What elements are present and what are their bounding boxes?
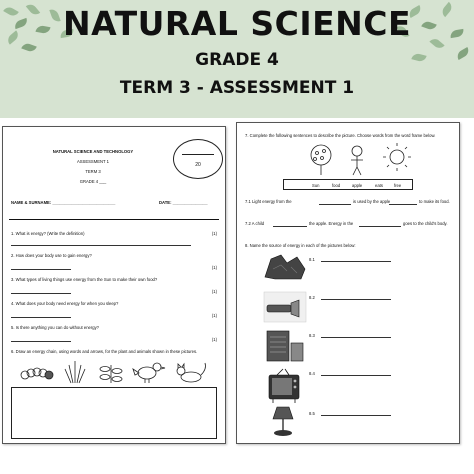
question-6 [11, 349, 197, 354]
question-1 [11, 231, 85, 236]
sentence-part: Light energy from the [252, 199, 292, 204]
question-text: What does your body need energy for when you sleep? [15, 301, 119, 306]
question-number: 5. [11, 325, 15, 330]
worksheet-page-1 [2, 126, 226, 444]
energy-chain-answer-box[interactable] [11, 387, 217, 439]
assessment-label: ASSESSMENT 1 [76, 159, 110, 164]
question-5 [11, 325, 99, 330]
word-option: apple [352, 183, 363, 188]
plant-icon [100, 365, 122, 383]
question-number: 2. [11, 253, 15, 258]
date-label: DATE: _______________ [159, 200, 208, 205]
answer-line[interactable] [321, 337, 391, 338]
apple-tree-icon [311, 145, 331, 175]
sentence-part: the apple. Energy in the [309, 221, 354, 226]
word-option: food [332, 183, 341, 188]
score-line [182, 154, 214, 155]
source-label: 8.3 [309, 333, 315, 338]
question-number: 7.1 [245, 199, 251, 204]
question-text: Draw an energy chain, using words and arrows, for the plant and animals shown in these pictures. [15, 349, 198, 354]
question-number: 7.2 [245, 221, 251, 226]
answer-line[interactable] [11, 293, 71, 294]
name-label: NAME & SURNAME: ___________________________ [11, 200, 116, 205]
question-number: 8. [245, 243, 249, 248]
sun-icon [383, 143, 411, 171]
word-frame [283, 179, 413, 190]
question-number: 3. [11, 277, 15, 282]
question-2 [11, 253, 92, 258]
question-7-2 [245, 221, 264, 226]
question-marks: (1) [211, 289, 217, 294]
word-option: eats [375, 183, 383, 188]
grade-label: GRADE 4 ___ [79, 179, 107, 184]
sentence-part: to make its food. [419, 199, 450, 204]
question-number: 4. [11, 301, 15, 306]
answer-blank[interactable] [319, 204, 351, 205]
television-icon [263, 367, 307, 405]
question-number: 6. [11, 349, 15, 354]
question-7-1 [245, 199, 292, 204]
bird-icon [133, 363, 165, 383]
question-number: 7. [245, 133, 249, 138]
caterpillar-icon [21, 368, 53, 379]
score-circle [173, 139, 223, 179]
grade-heading: GRADE 4 [195, 50, 279, 70]
answer-line[interactable] [321, 415, 391, 416]
term-heading: TERM 3 - ASSESSMENT 1 [119, 78, 355, 98]
source-label: 8.5 [309, 411, 315, 416]
word-option: free [394, 183, 402, 188]
question-text: How does your body use to gain energy? [15, 253, 92, 258]
page-title: NATURAL SCIENCE [62, 4, 412, 43]
answer-line[interactable] [11, 317, 71, 318]
question-marks: (1) [211, 337, 217, 342]
question-number: 1. [11, 231, 15, 236]
question-text: Is there anything you can do without energy? [15, 325, 100, 330]
grass-icon [65, 361, 85, 383]
answer-line[interactable] [11, 245, 191, 246]
source-label: 8.1 [309, 257, 315, 262]
question-marks: (1) [211, 231, 217, 236]
answer-blank[interactable] [389, 204, 417, 205]
sentence-part: goes to the child's body. [403, 221, 448, 226]
sentence-part: A child [251, 221, 265, 226]
answer-line[interactable] [11, 341, 71, 342]
question-marks: (1) [211, 313, 217, 318]
term-label: TERM 3 [85, 169, 101, 174]
question-text: Name the source of energy in each of the pictures below: [249, 243, 356, 248]
header-band [0, 0, 474, 118]
question-marks: (1) [211, 265, 217, 270]
answer-line[interactable] [321, 375, 391, 376]
answer-line[interactable] [321, 299, 391, 300]
question-8 [245, 243, 356, 248]
lamp-icon [263, 405, 307, 439]
flashlight-icon [263, 291, 307, 323]
child-icon [351, 146, 363, 175]
question-3 [11, 277, 157, 282]
word-option: Sun [312, 183, 320, 188]
question-text: Complete the following sentences to describe the picture. Choose words from the word frame below. [249, 133, 436, 138]
source-label: 8.2 [309, 295, 315, 300]
course-title: NATURAL SCIENCE AND TECHNOLOGY [52, 149, 134, 154]
coal-icon [263, 249, 307, 281]
question-text: What is energy? (Write the definition) [15, 231, 85, 236]
total-score: 20 [195, 162, 201, 168]
source-label: 8.4 [309, 371, 315, 376]
worksheet-page-2 [236, 122, 460, 444]
question-7 [245, 133, 435, 138]
answer-blank[interactable] [273, 226, 307, 227]
question-text: What types of living things use energy from the Sun to make their own food? [15, 277, 158, 282]
food-chain-pictures [15, 357, 215, 385]
question-4 [11, 301, 118, 306]
cat-icon [177, 363, 206, 382]
heater-icon [263, 329, 307, 363]
sentence-part: is used by the apple [353, 199, 391, 204]
answer-blank[interactable] [359, 226, 401, 227]
answer-line[interactable] [321, 261, 391, 262]
sun-apple-child-picture [307, 143, 417, 177]
answer-line[interactable] [11, 269, 71, 270]
divider [9, 219, 219, 220]
